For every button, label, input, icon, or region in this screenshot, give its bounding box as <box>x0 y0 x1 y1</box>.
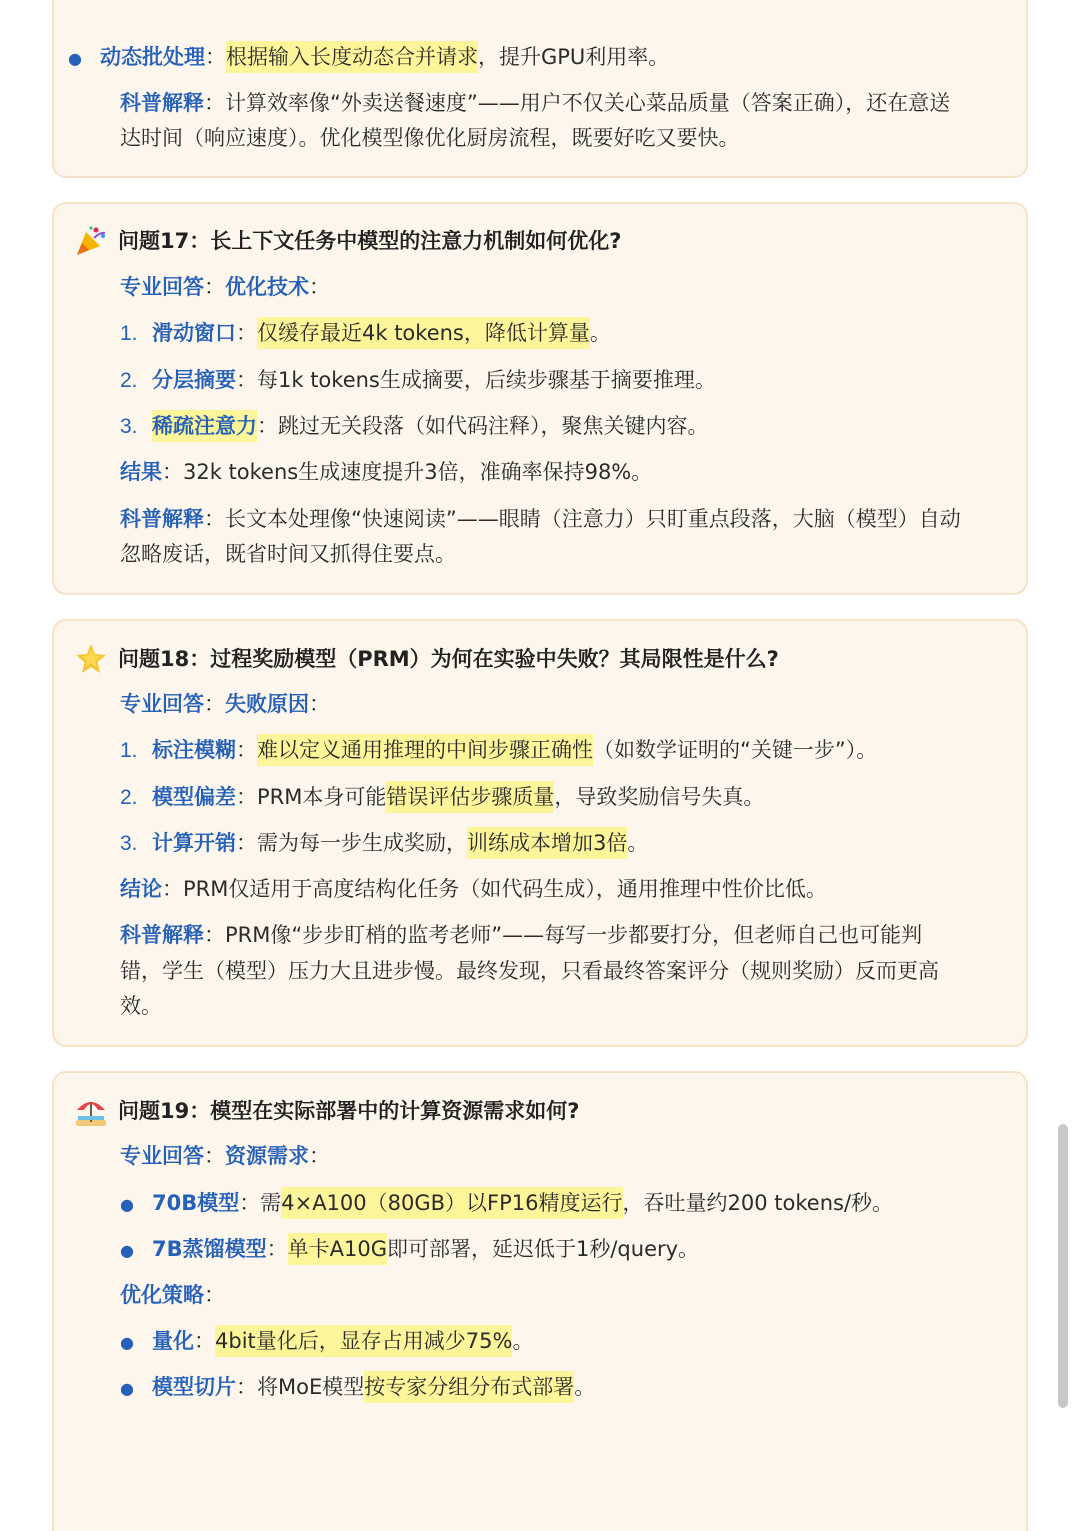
glowing-star-icon <box>74 642 108 676</box>
explain-line-1: 科普解释：计算效率像“外卖送餐速度”——用户不仅关心菜品质量（答案正确），还在意送 <box>120 91 951 115</box>
explain-line-2: 达时间（响应速度）。优化模型像优化厨房流程，既要好吃又要快。 <box>120 126 740 150</box>
list-item: 2. 模型偏差：PRM本身可能错误评估步骤质量，导致奖励信号失真。 <box>120 780 764 815</box>
question-19-title: 问题19：模型在实际部署中的计算资源需求如何? <box>118 1099 580 1123</box>
question-18-title: 问题18：过程奖励模型（PRM）为何在实验中失败？其局限性是什么? <box>118 647 779 671</box>
bullet-dot-icon: ● <box>120 1379 134 1398</box>
strategy-heading: 优化策略： <box>120 1283 225 1307</box>
list-item: 3. 计算开销：需为每一步生成奖励，训练成本增加3倍。 <box>120 826 648 861</box>
list-item: ● 量化：4bit量化后，显存占用减少75%。 <box>120 1324 533 1360</box>
explain-line-2: 忽略废话，既省时间又抓得住要点。 <box>120 542 456 566</box>
vertical-scrollbar[interactable] <box>1058 1124 1068 1408</box>
list-item: 3. 稀疏注意力：跳过无关段落（如代码注释），聚焦关键内容。 <box>120 409 709 444</box>
bullet-dynamic-batching: ● 动态批处理：根据输入长度动态合并请求，提升GPU利用率。 <box>68 40 669 76</box>
answer-heading: 专业回答：资源需求： <box>120 1144 330 1168</box>
party-popper-icon <box>74 224 108 258</box>
bullet-dot-icon: ● <box>68 49 82 68</box>
explain-line-1: 科普解释：PRM像“步步盯梢的监考老师”——每写一步都要打分，但老师自己也可能判 <box>120 923 923 947</box>
list-item: ● 7B蒸馏模型：单卡A10G即可部署，延迟低于1秒/query。 <box>120 1232 699 1268</box>
explain-line-1: 科普解释：长文本处理像“快速阅读”——眼睛（注意力）只盯重点段落，大脑（模型）自动 <box>120 507 961 531</box>
explain-line-3: 效。 <box>120 994 162 1018</box>
bullet-dot-icon: ● <box>120 1195 134 1214</box>
list-item: 1. 滑动窗口：仅缓存最近4k tokens，降低计算量。 <box>120 316 611 351</box>
beach-umbrella-icon <box>74 1094 108 1128</box>
list-item: ● 70B模型：需4×A100（80GB）以FP16精度运行，吞吐量约200 tokens/秒。 <box>120 1186 893 1222</box>
question-17-title: 问题17：长上下文任务中模型的注意力机制如何优化? <box>118 229 622 253</box>
explain-line-2: 错，学生（模型）压力大且进步慢。最终发现，只看最终答案评分（规则奖励）反而更高 <box>120 959 939 983</box>
list-item: 1. 标注模糊：难以定义通用推理的中间步骤正确性（如数学证明的“关键一步”）。 <box>120 733 877 768</box>
answer-heading: 专业回答：失败原因： <box>120 692 330 716</box>
list-item: 2. 分层摘要：每1k tokens生成摘要，后续步骤基于摘要推理。 <box>120 368 716 392</box>
bullet-dot-icon: ● <box>120 1333 134 1352</box>
answer-heading: 专业回答：优化技术： <box>120 275 330 299</box>
result-line: 结果：32k tokens生成速度提升3倍，准确率保持98%。 <box>120 460 653 484</box>
conclusion-line: 结论：PRM仅适用于高度结构化任务（如代码生成），通用推理中性价比低。 <box>120 877 827 901</box>
list-item: ● 模型切片：将MoE模型按专家分组分布式部署。 <box>120 1370 595 1406</box>
bullet-dot-icon: ● <box>120 1241 134 1260</box>
